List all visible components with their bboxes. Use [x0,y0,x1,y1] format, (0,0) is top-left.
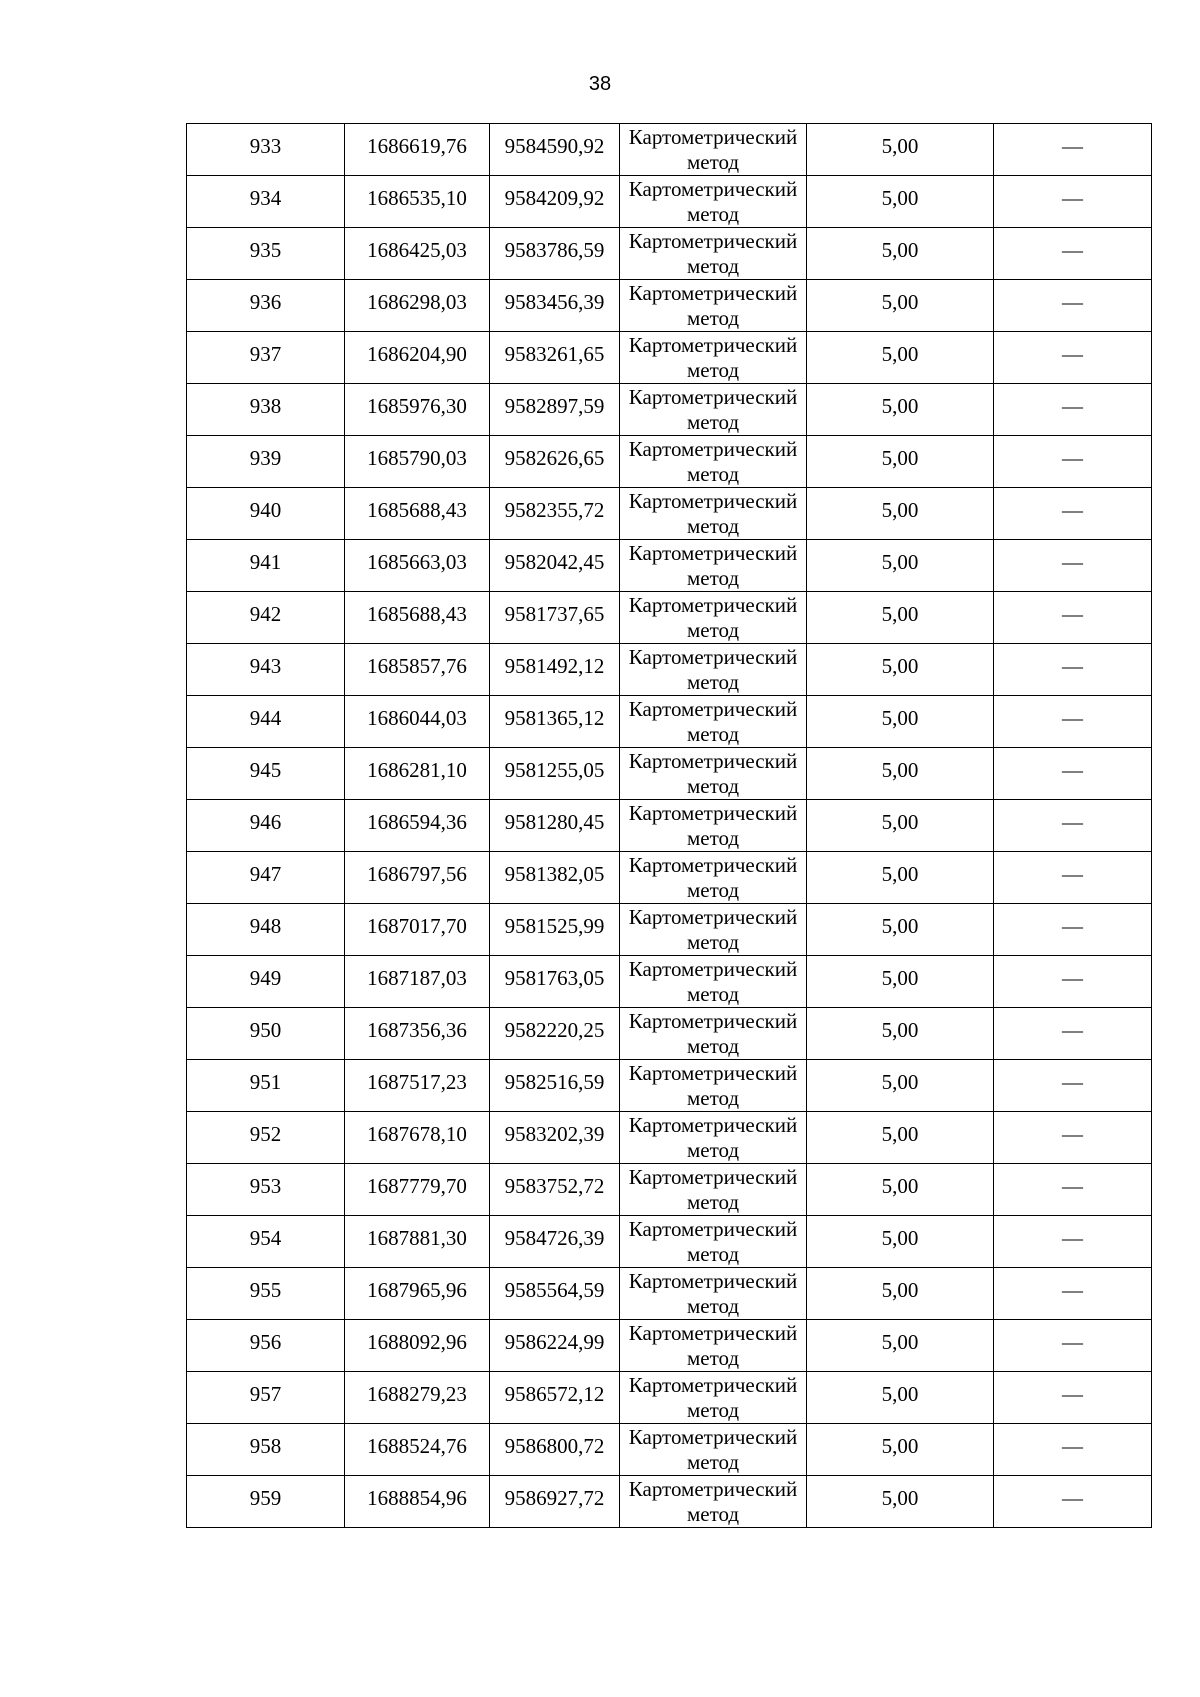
note-cell: — [994,1112,1152,1164]
method-cell [620,1476,807,1528]
y-coordinate-cell: 9582220,25 [490,1008,620,1060]
accuracy-cell: 5,00 [807,1424,994,1476]
method-line-1: Картометрический [628,697,798,721]
y-coordinate-cell: 9586224,99 [490,1320,620,1372]
note-cell: — [994,1060,1152,1112]
method-line-1: Картометрический [628,125,798,149]
note-cell: — [994,644,1152,696]
method-line-1: Картометрический [628,1373,798,1397]
x-coordinate-cell: 1688854,96 [345,1476,490,1528]
table-row [187,904,1152,956]
accuracy-cell: 5,00 [807,488,994,540]
point-number-cell: 946 [187,800,345,852]
method-line-2: метод [686,306,740,330]
method-cell [620,1112,807,1164]
table-row [187,280,1152,332]
method-line-1: Картометрический [628,437,798,461]
method-cell [620,956,807,1008]
table-row [187,644,1152,696]
table-row [187,1060,1152,1112]
x-coordinate-cell: 1685688,43 [345,592,490,644]
point-number-cell: 940 [187,488,345,540]
accuracy-cell: 5,00 [807,956,994,1008]
y-coordinate-cell: 9583261,65 [490,332,620,384]
note-cell: — [994,956,1152,1008]
method-cell [620,748,807,800]
method-cell [620,852,807,904]
point-number-cell: 954 [187,1216,345,1268]
point-number-cell: 944 [187,696,345,748]
method-cell [620,644,807,696]
method-line-2: метод [686,826,740,850]
accuracy-cell: 5,00 [807,904,994,956]
x-coordinate-cell: 1685857,76 [345,644,490,696]
accuracy-cell: 5,00 [807,124,994,176]
method-line-2: метод [686,1398,740,1422]
x-coordinate-cell: 1688524,76 [345,1424,490,1476]
method-line-2: метод [686,150,740,174]
point-number-cell: 957 [187,1372,345,1424]
x-coordinate-cell: 1686535,10 [345,176,490,228]
point-number-cell: 953 [187,1164,345,1216]
note-cell: — [994,332,1152,384]
x-coordinate-cell: 1686797,56 [345,852,490,904]
method-line-2: метод [686,1190,740,1214]
point-number-cell: 958 [187,1424,345,1476]
y-coordinate-cell: 9583786,59 [490,228,620,280]
note-cell: — [994,1424,1152,1476]
method-line-1: Картометрический [628,333,798,357]
table-row [187,1424,1152,1476]
y-coordinate-cell: 9582355,72 [490,488,620,540]
note-cell: — [994,124,1152,176]
method-line-1: Картометрический [628,1113,798,1137]
method-cell [620,1320,807,1372]
y-coordinate-cell: 9585564,59 [490,1268,620,1320]
note-cell: — [994,1268,1152,1320]
y-coordinate-cell: 9582516,59 [490,1060,620,1112]
table-row [187,124,1152,176]
table-row [187,956,1152,1008]
table-row [187,1320,1152,1372]
method-line-2: метод [686,878,740,902]
method-cell [620,280,807,332]
method-cell [620,436,807,488]
point-number-cell: 949 [187,956,345,1008]
note-cell: — [994,592,1152,644]
accuracy-cell: 5,00 [807,644,994,696]
note-cell: — [994,1164,1152,1216]
method-line-1: Картометрический [628,801,798,825]
point-number-cell: 933 [187,124,345,176]
table-row [187,1268,1152,1320]
x-coordinate-cell: 1686298,03 [345,280,490,332]
accuracy-cell: 5,00 [807,1372,994,1424]
y-coordinate-cell: 9581525,99 [490,904,620,956]
table-row [187,852,1152,904]
x-coordinate-cell: 1685663,03 [345,540,490,592]
method-line-2: метод [686,1346,740,1370]
accuracy-cell: 5,00 [807,748,994,800]
accuracy-cell: 5,00 [807,228,994,280]
y-coordinate-cell: 9583202,39 [490,1112,620,1164]
note-cell: — [994,1372,1152,1424]
method-line-2: метод [686,462,740,486]
note-cell: — [994,488,1152,540]
table-row [187,488,1152,540]
table-row [187,332,1152,384]
method-line-2: метод [686,982,740,1006]
method-cell [620,124,807,176]
accuracy-cell: 5,00 [807,436,994,488]
note-cell: — [994,1320,1152,1372]
note-cell: — [994,176,1152,228]
point-number-cell: 948 [187,904,345,956]
table-row [187,540,1152,592]
table-row [187,1164,1152,1216]
accuracy-cell: 5,00 [807,592,994,644]
y-coordinate-cell: 9581255,05 [490,748,620,800]
method-line-1: Картометрический [628,645,798,669]
method-cell [620,332,807,384]
method-cell [620,1164,807,1216]
method-line-2: метод [686,514,740,538]
method-line-2: метод [686,1034,740,1058]
x-coordinate-cell: 1686204,90 [345,332,490,384]
accuracy-cell: 5,00 [807,280,994,332]
note-cell: — [994,1216,1152,1268]
x-coordinate-cell: 1685976,30 [345,384,490,436]
accuracy-cell: 5,00 [807,1008,994,1060]
note-cell: — [994,540,1152,592]
note-cell: — [994,228,1152,280]
accuracy-cell: 5,00 [807,852,994,904]
x-coordinate-cell: 1687881,30 [345,1216,490,1268]
x-coordinate-cell: 1686594,36 [345,800,490,852]
y-coordinate-cell: 9581737,65 [490,592,620,644]
method-cell [620,1372,807,1424]
method-cell [620,1060,807,1112]
x-coordinate-cell: 1686281,10 [345,748,490,800]
point-number-cell: 941 [187,540,345,592]
point-number-cell: 947 [187,852,345,904]
y-coordinate-cell: 9581763,05 [490,956,620,1008]
method-line-1: Картометрический [628,385,798,409]
method-cell [620,1216,807,1268]
method-line-1: Картометрический [628,1477,798,1501]
table-row [187,1372,1152,1424]
table-row [187,1008,1152,1060]
table-row [187,1112,1152,1164]
point-number-cell: 951 [187,1060,345,1112]
point-number-cell: 955 [187,1268,345,1320]
accuracy-cell: 5,00 [807,1164,994,1216]
method-line-1: Картометрический [628,281,798,305]
method-line-2: метод [686,1086,740,1110]
method-line-2: метод [686,774,740,798]
accuracy-cell: 5,00 [807,1268,994,1320]
y-coordinate-cell: 9584726,39 [490,1216,620,1268]
x-coordinate-cell: 1688092,96 [345,1320,490,1372]
accuracy-cell: 5,00 [807,540,994,592]
method-line-2: метод [686,1242,740,1266]
accuracy-cell: 5,00 [807,1476,994,1528]
y-coordinate-cell: 9582042,45 [490,540,620,592]
y-coordinate-cell: 9586572,12 [490,1372,620,1424]
method-line-1: Картометрический [628,541,798,565]
method-cell [620,488,807,540]
point-number-cell: 937 [187,332,345,384]
accuracy-cell: 5,00 [807,696,994,748]
point-number-cell: 939 [187,436,345,488]
x-coordinate-cell: 1686044,03 [345,696,490,748]
method-cell [620,800,807,852]
accuracy-cell: 5,00 [807,384,994,436]
point-number-cell: 959 [187,1476,345,1528]
method-line-2: метод [686,1502,740,1526]
method-cell [620,384,807,436]
table-row [187,384,1152,436]
method-line-2: метод [686,670,740,694]
method-line-2: метод [686,722,740,746]
note-cell: — [994,748,1152,800]
x-coordinate-cell: 1687779,70 [345,1164,490,1216]
note-cell: — [994,436,1152,488]
y-coordinate-cell: 9584590,92 [490,124,620,176]
table-row [187,592,1152,644]
method-line-2: метод [686,410,740,434]
method-cell [620,1424,807,1476]
accuracy-cell: 5,00 [807,176,994,228]
method-line-1: Картометрический [628,1321,798,1345]
method-line-1: Картометрический [628,1425,798,1449]
y-coordinate-cell: 9581280,45 [490,800,620,852]
method-line-2: метод [686,566,740,590]
x-coordinate-cell: 1686619,76 [345,124,490,176]
table-row [187,696,1152,748]
y-coordinate-cell: 9582626,65 [490,436,620,488]
x-coordinate-cell: 1686425,03 [345,228,490,280]
method-line-1: Картометрический [628,1009,798,1033]
x-coordinate-cell: 1687965,96 [345,1268,490,1320]
x-coordinate-cell: 1685688,43 [345,488,490,540]
note-cell: — [994,384,1152,436]
page-number: 38 [588,73,612,95]
method-line-1: Картометрический [628,749,798,773]
method-cell [620,592,807,644]
x-coordinate-cell: 1685790,03 [345,436,490,488]
table-row [187,176,1152,228]
method-line-1: Картометрический [628,1061,798,1085]
note-cell: — [994,904,1152,956]
accuracy-cell: 5,00 [807,332,994,384]
point-number-cell: 943 [187,644,345,696]
accuracy-cell: 5,00 [807,1320,994,1372]
point-number-cell: 934 [187,176,345,228]
y-coordinate-cell: 9581492,12 [490,644,620,696]
x-coordinate-cell: 1687187,03 [345,956,490,1008]
method-line-1: Картометрический [628,1165,798,1189]
note-cell: — [994,1476,1152,1528]
method-line-1: Картометрический [628,905,798,929]
method-cell [620,696,807,748]
note-cell: — [994,1008,1152,1060]
method-cell [620,228,807,280]
note-cell: — [994,800,1152,852]
method-cell [620,540,807,592]
method-line-2: метод [686,1138,740,1162]
method-line-2: метод [686,358,740,382]
note-cell: — [994,280,1152,332]
y-coordinate-cell: 9584209,92 [490,176,620,228]
y-coordinate-cell: 9581365,12 [490,696,620,748]
x-coordinate-cell: 1687678,10 [345,1112,490,1164]
note-cell: — [994,852,1152,904]
method-line-2: метод [686,1450,740,1474]
accuracy-cell: 5,00 [807,1060,994,1112]
table-row [187,800,1152,852]
method-line-2: метод [686,254,740,278]
x-coordinate-cell: 1687017,70 [345,904,490,956]
method-line-1: Картометрический [628,593,798,617]
point-number-cell: 956 [187,1320,345,1372]
method-line-1: Картометрический [628,1269,798,1293]
x-coordinate-cell: 1688279,23 [345,1372,490,1424]
point-number-cell: 945 [187,748,345,800]
point-number-cell: 952 [187,1112,345,1164]
method-cell [620,176,807,228]
table-row [187,1216,1152,1268]
accuracy-cell: 5,00 [807,1112,994,1164]
method-line-1: Картометрический [628,1217,798,1241]
method-line-1: Картометрический [628,957,798,981]
point-number-cell: 942 [187,592,345,644]
x-coordinate-cell: 1687517,23 [345,1060,490,1112]
table-row [187,748,1152,800]
accuracy-cell: 5,00 [807,1216,994,1268]
table-row [187,436,1152,488]
method-line-1: Картометрический [628,177,798,201]
method-line-2: метод [686,1294,740,1318]
method-line-2: метод [686,618,740,642]
x-coordinate-cell: 1687356,36 [345,1008,490,1060]
point-number-cell: 938 [187,384,345,436]
y-coordinate-cell: 9582897,59 [490,384,620,436]
y-coordinate-cell: 9583456,39 [490,280,620,332]
table-row [187,1476,1152,1528]
method-line-1: Картометрический [628,489,798,513]
method-cell [620,1268,807,1320]
method-cell [620,1008,807,1060]
y-coordinate-cell: 9586800,72 [490,1424,620,1476]
point-number-cell: 950 [187,1008,345,1060]
method-line-1: Картометрический [628,229,798,253]
accuracy-cell: 5,00 [807,800,994,852]
coordinates-table-body [187,124,1152,1528]
table-row [187,228,1152,280]
y-coordinate-cell: 9586927,72 [490,1476,620,1528]
method-cell [620,904,807,956]
point-number-cell: 935 [187,228,345,280]
point-number-cell: 936 [187,280,345,332]
y-coordinate-cell: 9583752,72 [490,1164,620,1216]
method-line-2: метод [686,930,740,954]
note-cell: — [994,696,1152,748]
y-coordinate-cell: 9581382,05 [490,852,620,904]
coordinates-table [186,123,1152,1528]
method-line-2: метод [686,202,740,226]
method-line-1: Картометрический [628,853,798,877]
